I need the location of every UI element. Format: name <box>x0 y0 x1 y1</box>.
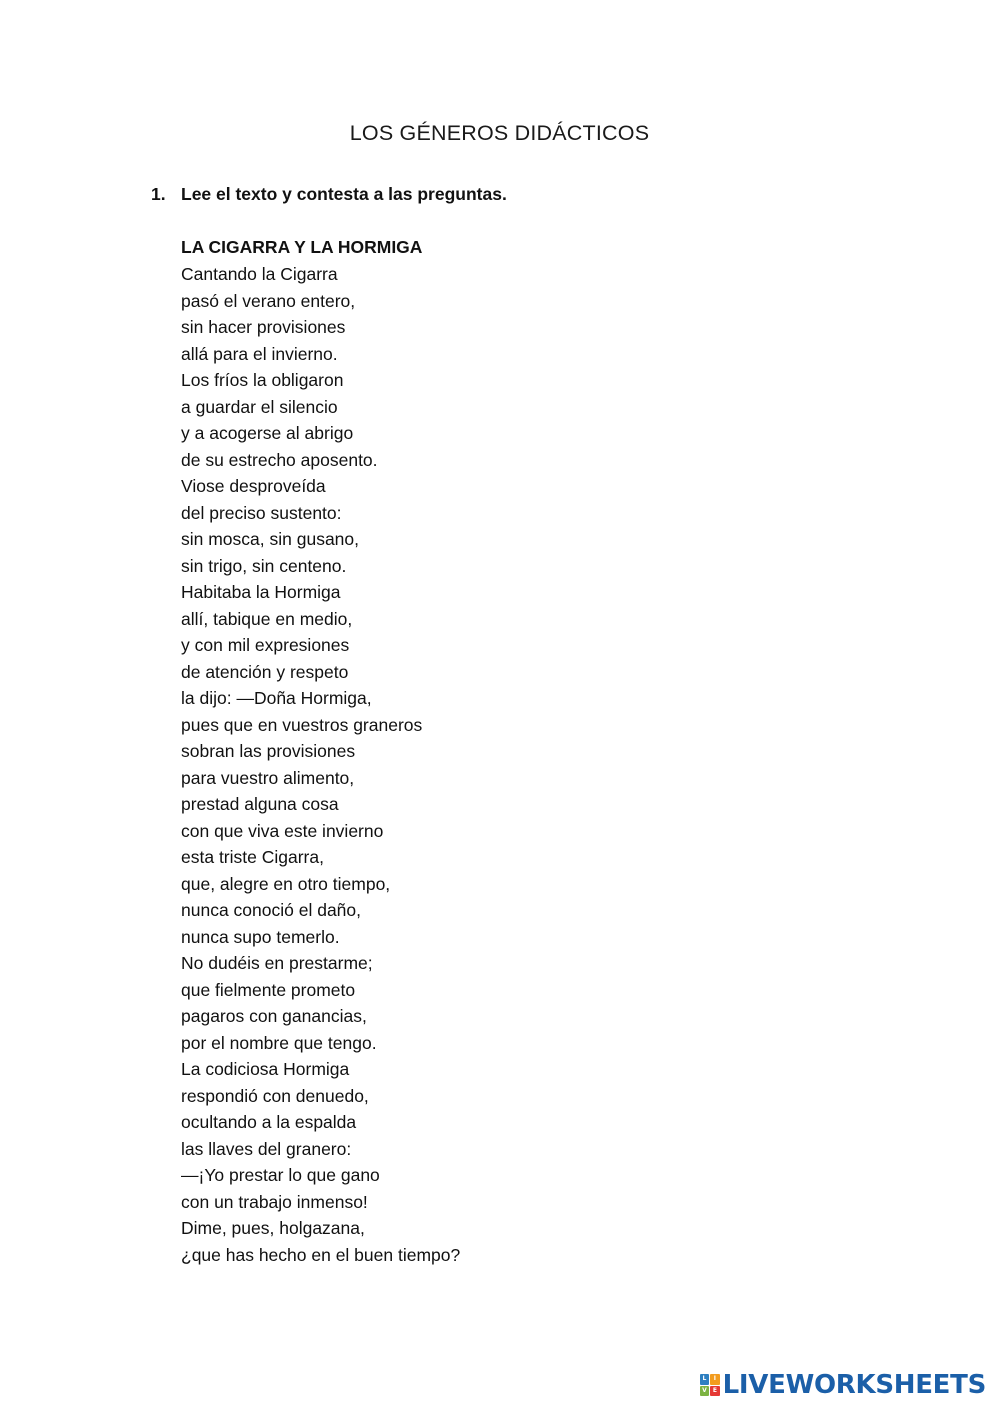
poem-line: ocultando a la espalda <box>181 1112 357 1132</box>
poem-line: y con mil expresiones <box>181 635 350 655</box>
poem-line: del preciso sustento: <box>181 502 342 523</box>
poem-line: ¿que has hecho en el buen tiempo? <box>181 1244 461 1265</box>
poem-title: LA CIGARRA Y LA HORMIGA <box>181 237 423 257</box>
poem-line: Habitaba la Hormiga <box>181 582 341 602</box>
poem-line: las llaves del granero: <box>181 1138 352 1159</box>
question-1 <box>151 184 507 205</box>
poem-line: Dime, pues, holgazana, <box>181 1218 365 1238</box>
poem-line: para vuestro alimento, <box>181 767 355 788</box>
poem-line: de atención y respeto <box>181 661 349 682</box>
question-text: Lee el texto y contesta a las preguntas. <box>181 184 507 204</box>
question-number: 1. <box>151 184 166 204</box>
poem-line: por el nombre que tengo. <box>181 1032 377 1053</box>
poem-line: respondió con denuedo, <box>181 1085 369 1106</box>
poem-lines <box>181 264 460 1271</box>
poem-line: que fielmente prometo <box>181 979 356 1000</box>
poem-line: de su estrecho aposento. <box>181 449 378 470</box>
logo-mark-letter: E <box>710 1386 720 1397</box>
poem-line: con que viva este invierno <box>181 820 384 841</box>
poem-line: sin trigo, sin centeno. <box>181 555 347 576</box>
poem-line: prestad alguna cosa <box>181 794 339 814</box>
poem-line: sin hacer provisiones <box>181 317 346 337</box>
liveworksheets-logo <box>700 1370 986 1400</box>
poem-line: pagaros con ganancias, <box>181 1006 367 1026</box>
poem-line: Los fríos la obligaron <box>181 370 344 390</box>
poem-line: nunca conoció el daño, <box>181 900 361 920</box>
poem-line: No dudéis en prestarme; <box>181 953 373 973</box>
poem-line: a guardar el silencio <box>181 396 338 417</box>
page-title: LOS GÉNEROS DIDÁCTICOS <box>349 121 650 145</box>
poem-line: Viose desproveída <box>181 476 326 496</box>
poem-line: la dijo: —Doña Hormiga, <box>181 688 372 708</box>
poem-line: allá para el invierno. <box>181 343 338 364</box>
poem-line: esta triste Cigarra, <box>181 847 324 867</box>
poem-line: nunca supo temerlo. <box>181 926 340 947</box>
logo-mark-letter: V <box>700 1386 710 1397</box>
poem-line: con un trabajo inmenso! <box>181 1191 368 1212</box>
poem-line: Cantando la Cigarra <box>181 264 338 284</box>
poem-line: sobran las provisiones <box>181 741 356 761</box>
poem-line: que, alegre en otro tiempo, <box>181 873 391 894</box>
poem-line: pasó el verano entero, <box>181 290 356 311</box>
logo-mark-letter: I <box>710 1374 720 1385</box>
liveworksheets-logo-icon <box>700 1374 720 1396</box>
logo-mark-letter: L <box>700 1374 710 1385</box>
poem-line: sin mosca, sin gusano, <box>181 529 360 549</box>
poem-line: La codiciosa Hormiga <box>181 1059 350 1079</box>
logo-text: LIVEWORKSHEETS <box>722 1370 986 1400</box>
poem-line: pues que en vuestros graneros <box>181 714 423 735</box>
poem-line: —¡Yo prestar lo que gano <box>181 1165 380 1185</box>
poem-line: y a acogerse al abrigo <box>181 423 354 443</box>
poem-line: allí, tabique en medio, <box>181 608 353 629</box>
